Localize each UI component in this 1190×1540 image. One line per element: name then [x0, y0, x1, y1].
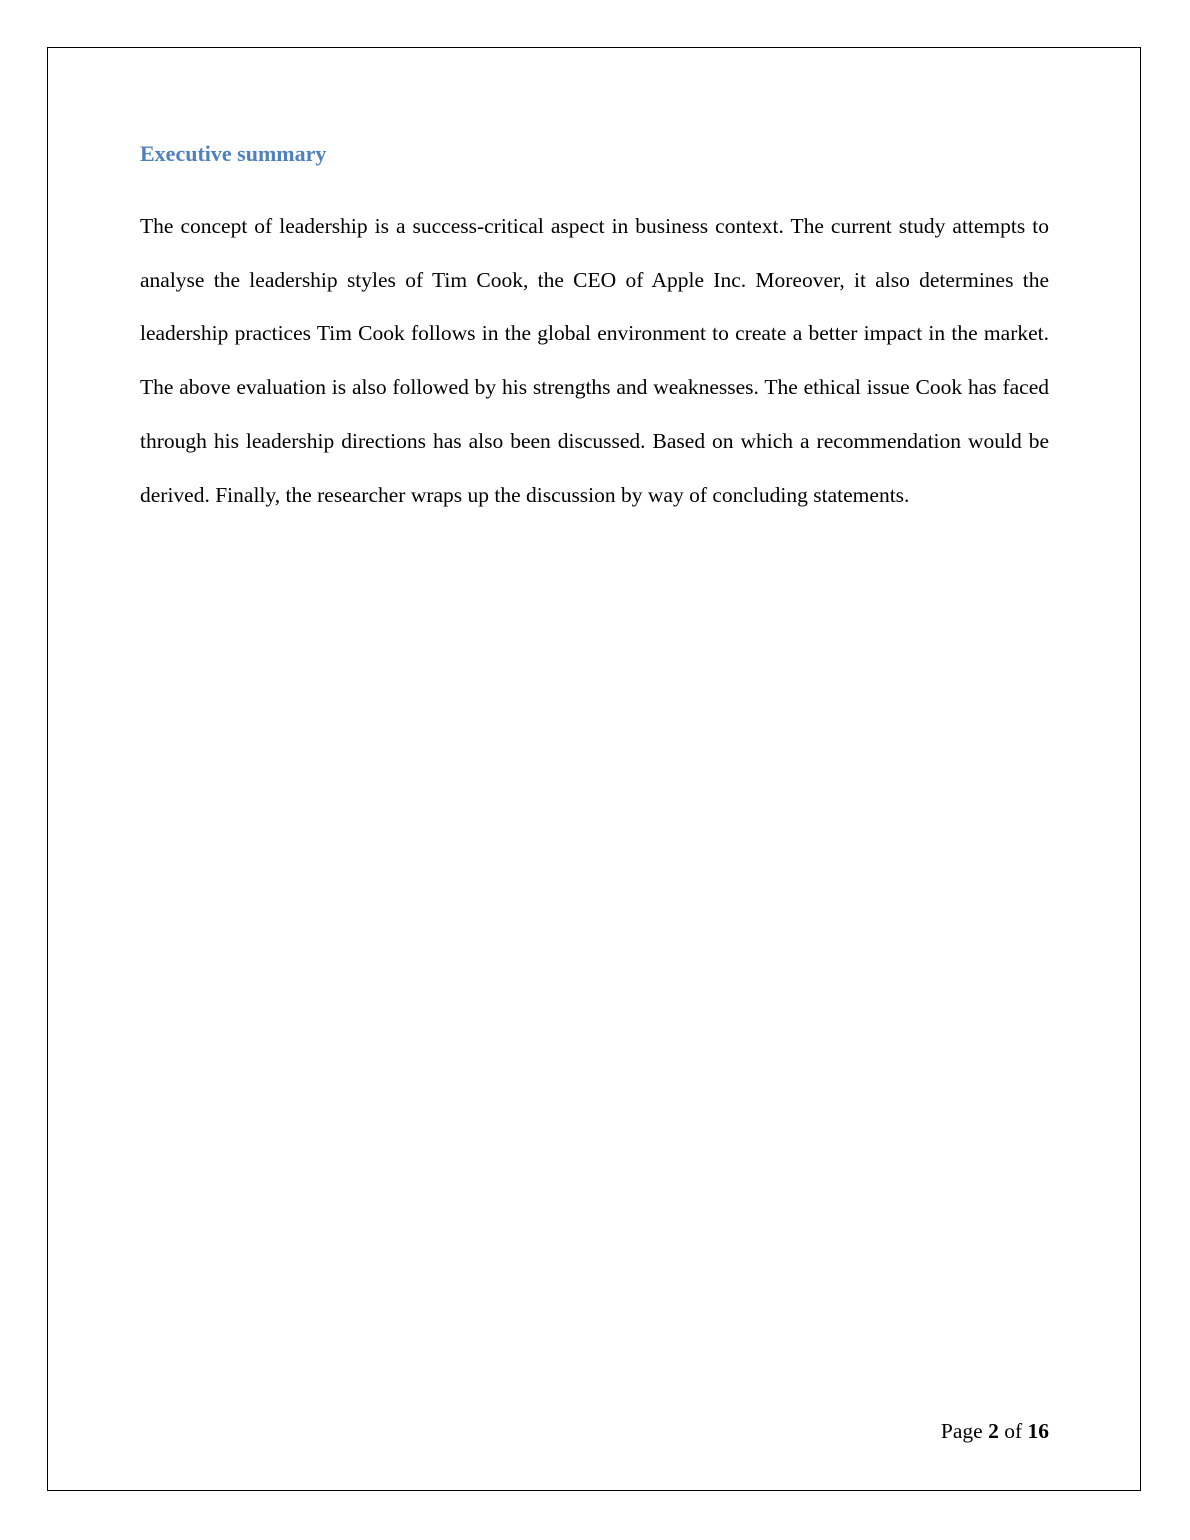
- of-label: of: [1004, 1419, 1023, 1443]
- current-page-number: 2: [988, 1419, 999, 1443]
- executive-summary-paragraph: The concept of leadership is a success-critical aspect in business context. The current study attempts to analyse the leadership styles of Tim Cook, the CEO of Apple Inc. Moreover, it also determines the leadership practices Tim Cook follows in the global environment to create a better impact in the market. The above evaluation is also followed by his strengths and weaknesses. The ethical issue Cook has faced through his leadership directions has also been discussed. Based on which a recommendation would be derived. Finally, the researcher wraps up the discussion by way of concluding statements.: [140, 214, 1049, 507]
- page-footer: [941, 1416, 1049, 1446]
- total-pages: 16: [1027, 1419, 1049, 1443]
- page-label: Page: [940, 1419, 983, 1443]
- section-heading: Executive summary: [140, 141, 327, 166]
